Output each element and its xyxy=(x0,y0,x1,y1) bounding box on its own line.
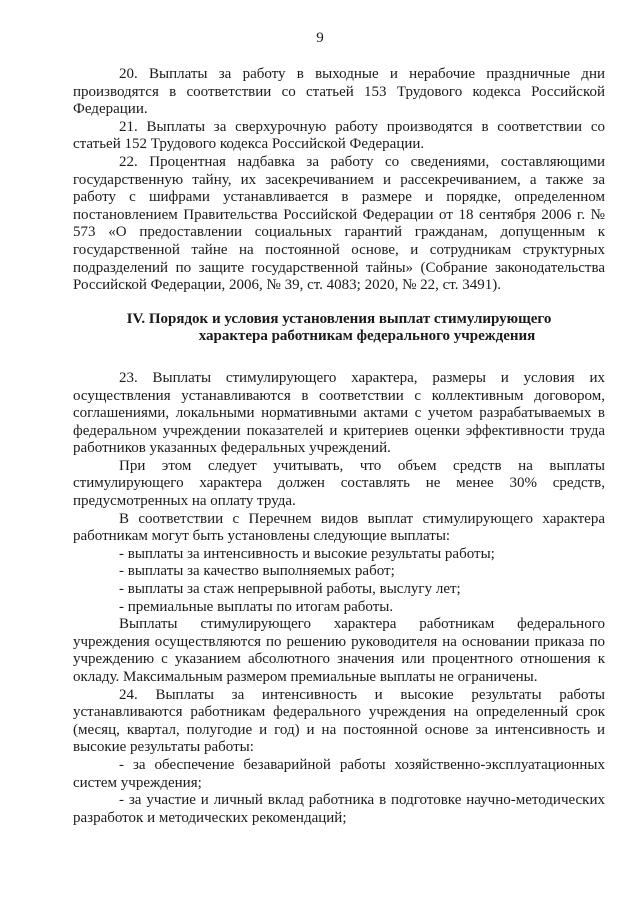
paragraph-23: 23. Выплаты стимулирующего характера, размеры и условия их осуществления устанавливаются в соответствии с коллективным договором, соглашениями, локальными нормативными актами с учетом разрабатываемых в федеральном учреждении показателей и критериев оценки эффективности труда работников указанных федеральных учреждений. xyxy=(73,369,605,457)
section-heading-line-1: IV. Порядок и условия установления выплат стимулирующего xyxy=(126,310,552,327)
list-item: - за обеспечение безаварийной работы хозяйственно-эксплуатационных систем учреждения; xyxy=(73,756,605,791)
document-body xyxy=(73,66,605,827)
section-heading xyxy=(73,311,605,346)
paragraph-20: 20. Выплаты за работу в выходные и нерабочие праздничные дни производятся в соответствии со статьей 153 Трудового кодекса Российской Федерации. xyxy=(73,66,605,118)
list-item: - выплаты за интенсивность и высокие результаты работы; xyxy=(119,545,495,562)
paragraph-22: 22. Процентная надбавка за работу со сведениями, составляющими государственную тайну, их засекречиванием и рассекречиванием, а также за работу с шифрами устанавливается в размере и порядке, определенном постановлением Правительства Российской Федерации от 18 сентября 2006 г. № 573 «О предоставлении социальных гарантий гражданам, допущенным к государственной тайне на постоянной основе, и сотрудникам структурных подразделений по защите государственной тайны» (Собрание законодательства Российской Федерации, 2006, № 39, ст. 4083; 2020, № 22, ст. 3491). xyxy=(73,153,605,294)
paragraph-23-note: При этом следует учитывать, что объем средств на выплаты стимулирующего характера должен составлять не менее 30% средств, предусмотренных на оплату труда. xyxy=(73,457,605,510)
list-item: - выплаты за стаж непрерывной работы, выслугу лет; xyxy=(119,581,461,598)
list-item: - за участие и личный вклад работника в подготовке научно-методических разработок и методических рекомендаций; xyxy=(73,792,605,826)
page-number: 9 xyxy=(316,30,324,46)
paragraph-payments-order: Выплаты стимулирующего характера работникам федерального учреждения осуществляются по решению руководителя на основании приказа по учреждению с указанием абсолютного значения или процентного отношения к окладу. Максимальным размером премиальные выплаты не ограничены. xyxy=(73,616,605,685)
paragraph-21: 21. Выплаты за сверхурочную работу производятся в соответствии со статьей 152 Трудового кодекса Российской Федерации. xyxy=(73,118,605,153)
section-heading-line-2: характера работникам федерального учреждения xyxy=(198,328,536,345)
paragraph-23-list-intro: В соответствии с Перечнем видов выплат стимулирующего характера работникам могут быть установлены следующие выплаты: xyxy=(73,510,605,545)
list-item: - выплаты за качество выполняемых работ; xyxy=(119,563,395,580)
paragraph-24: 24. Выплаты за интенсивность и высокие результаты работы устанавливаются работникам федерального учреждения на определенный срок (месяц, квартал, полугодие и год) и на постоянной основе за интенсивность и высокие результаты работы: xyxy=(73,686,605,756)
list-item: - премиальные выплаты по итогам работы. xyxy=(119,598,394,615)
